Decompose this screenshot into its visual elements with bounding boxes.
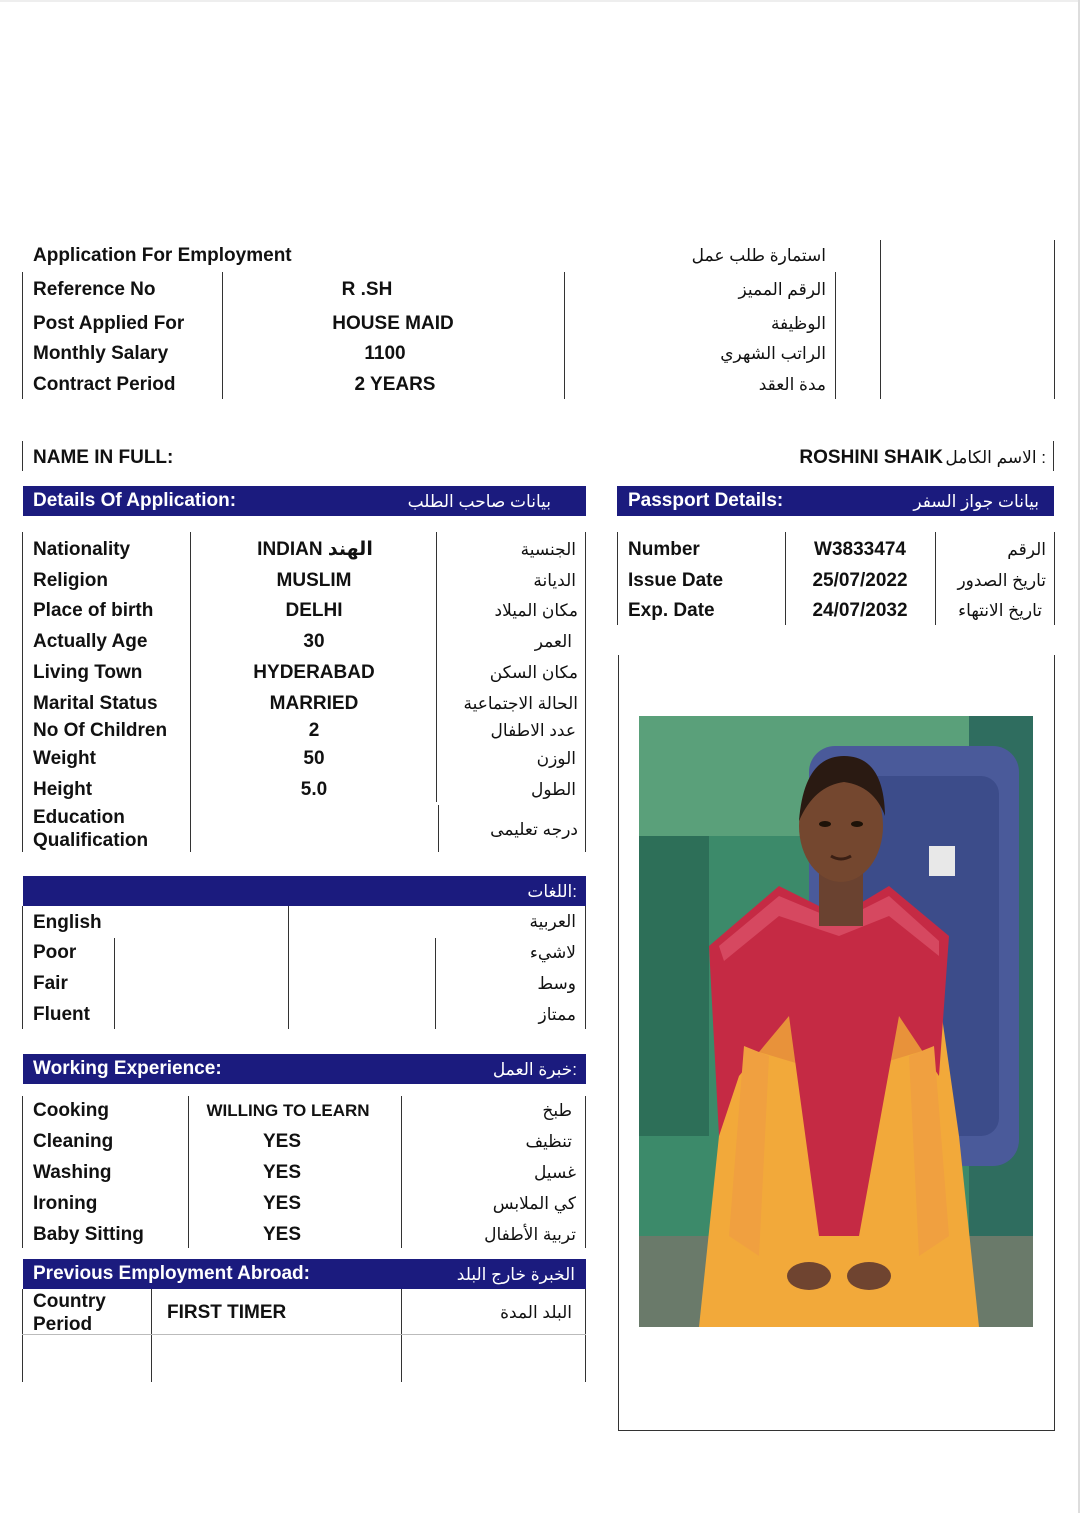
issue-date-label: Issue Date [628, 570, 724, 591]
contract-label-ar: مدة العقد [758, 375, 826, 394]
education-label-ar: درجه تعليمى [490, 820, 578, 839]
lang-fair-label-ar: وسط [537, 974, 576, 993]
marital-label-ar: الحالة الاجتماعية [463, 694, 578, 713]
exp-babysitting-label-ar: تربية الأطفال [484, 1225, 576, 1244]
age-label-ar: العمر [534, 632, 572, 651]
lang-fluent-label-ar: ممتاز [538, 1005, 576, 1024]
lang-english-label-ar: العربية [529, 912, 576, 931]
weight-value: 50 [303, 748, 325, 769]
marital-label: Marital Status [33, 693, 158, 714]
exp-ironing-value: YES [262, 1193, 302, 1214]
previous-label-line2: Period [33, 1314, 93, 1335]
contract-label: Contract Period [33, 374, 176, 395]
height-value: 5.0 [300, 779, 328, 800]
age-label: Actually Age [33, 631, 148, 652]
children-value: 2 [308, 720, 320, 741]
expiry-date-value: 24/07/2032 [812, 600, 908, 621]
name-label-ar: : الاسم الكامل [945, 448, 1046, 467]
exp-cooking-label-ar: طبخ [542, 1101, 572, 1120]
salary-label: Monthly Salary [33, 343, 169, 364]
details-header-bar [23, 486, 586, 516]
passport-header-bar [617, 486, 1054, 516]
post-label: Post Applied For [33, 313, 185, 334]
previous-title: Previous Employment Abroad: [33, 1263, 310, 1284]
post-label-ar: الوظيفة [770, 314, 826, 333]
page-top-edge [0, 0, 1080, 2]
exp-cooking-label: Cooking [33, 1100, 109, 1121]
reference-label: Reference No [33, 279, 156, 300]
expiry-date-label: Exp. Date [628, 600, 715, 621]
previous-label-line1: Country [33, 1291, 106, 1312]
education-label-line2: Qualification [33, 830, 149, 851]
marital-value: MARRIED [269, 693, 359, 714]
exp-ironing-label-ar: كي الملابس [492, 1194, 576, 1213]
issue-date-value: 25/07/2022 [812, 570, 908, 591]
town-label-ar: مكان السكن [489, 663, 578, 682]
name-label: NAME IN FULL: [33, 447, 174, 468]
header-title-en: Application For Employment [33, 245, 292, 266]
children-label: No Of Children [33, 720, 168, 741]
post-value: HOUSE MAID [332, 313, 454, 334]
weight-label: Weight [33, 748, 96, 769]
previous-label-ar: البلد المدة [500, 1303, 572, 1322]
exp-washing-value: YES [262, 1162, 302, 1183]
name-value: ROSHINI SHAIK [799, 447, 943, 468]
lang-english-label: English [33, 912, 102, 933]
issue-date-label-ar: تاريخ الصدور [957, 571, 1046, 590]
exp-babysitting-value: YES [262, 1224, 302, 1245]
height-label-ar: الطول [531, 780, 576, 799]
passport-number-label: Number [628, 539, 700, 560]
birthplace-label-ar: مكان الميلاد [494, 601, 578, 620]
weight-label-ar: الوزن [536, 749, 576, 768]
passport-number-value: W3833474 [814, 539, 906, 560]
exp-cooking-value: WILLING TO LEARN [206, 1101, 370, 1120]
previous-title-ar: الخبرة خارج البلد [456, 1265, 575, 1284]
exp-cleaning-value: YES [262, 1131, 302, 1152]
nationality-value: INDIAN الهند [257, 539, 373, 560]
details-title: Details Of Application: [33, 490, 237, 511]
passport-title: Passport Details: [628, 490, 784, 511]
exp-ironing-label: Ironing [33, 1193, 98, 1214]
town-label: Living Town [33, 662, 143, 683]
previous-value: FIRST TIMER [167, 1302, 287, 1323]
experience-title-ar: :خبرة العمل [492, 1060, 577, 1079]
religion-label: Religion [33, 570, 108, 591]
town-value: HYDERABAD [253, 662, 375, 683]
age-value: 30 [303, 631, 325, 652]
passport-title-ar: بيانات جواز السفر [913, 492, 1039, 511]
exp-cleaning-label-ar: تنظيف [525, 1132, 572, 1151]
expiry-date-label-ar: تاريخ الانتهاء [958, 601, 1042, 620]
birthplace-value: DELHI [285, 600, 343, 621]
experience-header-bar [23, 1054, 586, 1084]
religion-label-ar: الديانة [533, 571, 576, 590]
exp-cleaning-label: Cleaning [33, 1131, 114, 1152]
lang-poor-label-ar: لاشيء [529, 943, 576, 962]
education-label-line1: Education [33, 807, 125, 828]
passport-number-label-ar: الرقم [1007, 540, 1046, 559]
header-title-ar: استمارة طلب عمل [691, 246, 826, 265]
lang-fluent-label: Fluent [33, 1004, 90, 1025]
experience-title: Working Experience: [33, 1058, 222, 1079]
salary-label-ar: الراتب الشهري [720, 344, 826, 363]
previous-header-bar [23, 1259, 586, 1289]
religion-value: MUSLIM [276, 570, 352, 591]
languages-title-ar: :اللغات [527, 882, 577, 901]
reference-value: R .SH [341, 279, 393, 300]
exp-babysitting-label: Baby Sitting [33, 1224, 144, 1245]
details-title-ar: بيانات صاحب الطلب [407, 492, 551, 511]
contract-value: 2 YEARS [354, 374, 436, 395]
nationality-label-ar: الجنسية [520, 540, 576, 559]
exp-washing-label: Washing [33, 1162, 112, 1183]
languages-header-bar [23, 876, 586, 906]
birthplace-label: Place of birth [33, 600, 154, 621]
salary-value: 1100 [364, 343, 406, 364]
exp-washing-label-ar: غسيل [533, 1163, 576, 1182]
children-label-ar: عدد الاطفال [490, 721, 576, 740]
applicant-photo [639, 716, 1033, 1327]
height-label: Height [33, 779, 93, 800]
nationality-label: Nationality [33, 539, 131, 560]
lang-poor-label: Poor [33, 942, 77, 963]
reference-label-ar: الرقم المميز [738, 280, 826, 299]
lang-fair-label: Fair [33, 973, 68, 994]
